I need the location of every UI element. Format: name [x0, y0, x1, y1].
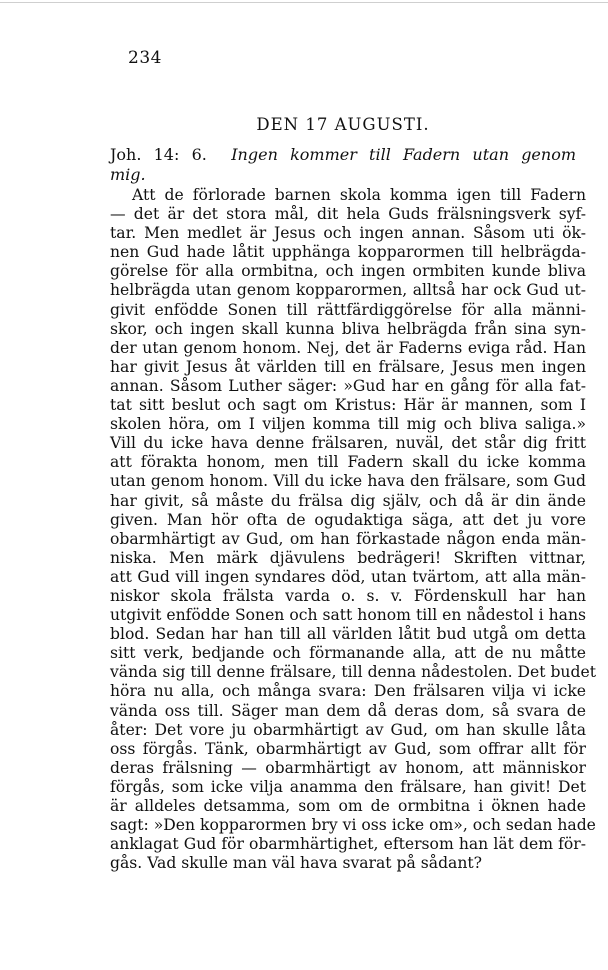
body-line: given. Man hör ofta de ogudaktiga säga, att det ju vore	[110, 510, 586, 529]
body-line: utgivit enfödde Sonen och satt honom till en nådestol i hans	[110, 606, 586, 625]
body-line: åter: Det vore ju obarmhärtigt av Gud, om han skulle låta	[110, 720, 586, 739]
body-line: deras frälsning — obarmhärtigt av honom, att människor	[110, 758, 586, 777]
top-edge-rule	[0, 2, 608, 3]
body-line: har givit Jesus åt världen till en frälsare, Jesus men ingen	[110, 357, 586, 376]
body-line: att Gud vill ingen syndares död, utan tvärtom, att alla män-	[110, 567, 586, 586]
page-heading: DEN 17 AUGUSTI.	[256, 115, 430, 134]
body-line: skolen höra, om I viljen komma till mig och bliva saliga.»	[110, 415, 586, 434]
verse-text-1: Ingen kommer till Fadern utan genom	[231, 145, 577, 164]
body-line: att förakta honom, men till Fadern skall du icke komma	[110, 453, 586, 472]
body-line: tat sitt beslut och sagt om Kristus: Här är mannen, som I	[110, 396, 586, 415]
body-line: annan. Såsom Luther säger: »Gud har en gång för alla fat-	[110, 376, 586, 395]
body-line: utan genom honom. Vill du icke hava den frälsare, som Gud	[110, 472, 586, 491]
page-number: 234	[128, 48, 162, 68]
body-line: förgås, som icke vilja anamma den frälsare, han givit! Det	[110, 777, 586, 796]
body-text	[110, 186, 596, 873]
body-line: höra nu alla, och många svara: Den frälsaren vilja vi icke	[110, 682, 586, 701]
verse-text-2: mig.	[110, 165, 146, 184]
verse-line-1	[110, 145, 576, 165]
body-line: skor, och ingen skall kunna bliva helbrägda från sina syn-	[110, 319, 586, 338]
body-line: der utan genom honom. Nej, det är Faderns eviga råd. Han	[110, 338, 586, 357]
body-line: helbrägda utan genom kopparormen, alltså har ock Gud ut-	[110, 281, 586, 300]
body-line: vända sig till denne frälsare, till denna nådestolen. Det budet	[110, 663, 596, 682]
body-line: har givit, så måste du frälsa dig själv, och då är din ände	[110, 491, 586, 510]
body-line: Vill du icke hava denne frälsaren, nuväl, det står dig fritt	[110, 434, 586, 453]
body-line: gås. Vad skulle man väl hava svarat på sådant?	[110, 854, 483, 873]
body-line: tar. Men medlet är Jesus och ingen annan. Såsom uti ök-	[110, 224, 586, 243]
body-line: vända oss till. Säger man dem då deras dom, så svara de	[110, 701, 586, 720]
body-line: görelse för alla ormbitna, och ingen ormbiten kunde bliva	[110, 262, 586, 281]
body-line: niska. Men märk djävulens bedrägeri! Skriften vittnar,	[110, 548, 586, 567]
verse-reference: Joh. 14: 6.	[110, 145, 207, 164]
body-line: blod. Sedan har han till all världen låtit bud utgå om detta	[110, 625, 586, 644]
body-line: Att de förlorade barnen skola komma igen till Fadern	[132, 186, 586, 204]
body-line: — det är det stora mål, dit hela Guds frälsningsverk syf-	[110, 205, 586, 224]
body-line: oss förgås. Tänk, obarmhärtigt av Gud, som offrar allt för	[110, 739, 586, 758]
body-line: är alldeles detsamma, som om de ormbitna i öknen hade	[110, 797, 586, 815]
bible-verse	[110, 145, 576, 185]
verse-line-2	[110, 165, 576, 185]
body-line: givit enfödde Sonen till rättfärdiggörelse för alla männi-	[110, 300, 586, 319]
body-line: nen Gud hade låtit upphänga kopparormen till helbrägda-	[110, 243, 586, 262]
body-line: sitt verk, bedjande och förmanande alla, att de nu måtte	[110, 644, 586, 663]
body-line: niskor skola frälsta varda o. s. v. Fördenskull har han	[110, 586, 586, 605]
body-line: anklagat Gud för obarmhärtighet, eftersom han lät dem för-	[110, 835, 586, 854]
body-line: obarmhärtigt av Gud, om han förkastade någon enda män-	[110, 529, 586, 548]
body-line: sagt: »Den kopparormen bry vi oss icke om», och sedan hade	[110, 816, 596, 835]
